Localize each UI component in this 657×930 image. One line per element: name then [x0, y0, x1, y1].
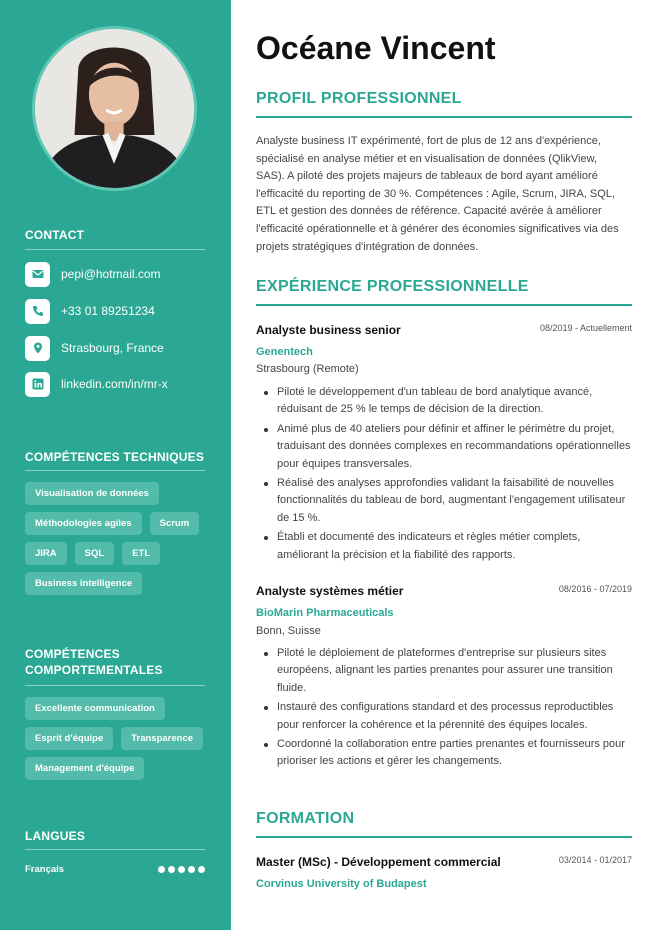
degree-date: 03/2014 - 01/2017 [558, 855, 632, 865]
experience-title: EXPÉRIENCE PROFESSIONNELLE [256, 278, 529, 295]
soft-skills-title [25, 646, 205, 678]
contact-divider [25, 249, 205, 250]
contact-phone[interactable] [25, 298, 155, 324]
job-date: 08/2016 - 07/2019 [558, 584, 632, 594]
soft-skill-chip: Excellente communication [25, 697, 165, 720]
job-location: Bonn, Suisse [256, 625, 321, 637]
contact-location [25, 335, 164, 361]
candidate-name: Océane Vincent [256, 30, 496, 66]
job-title: Analyste systèmes métier [256, 584, 404, 598]
contact-email[interactable] [25, 261, 161, 287]
soft-skill-chip: Esprit d'équipe [25, 727, 113, 750]
list-item: Réalisé des analyses approfondies validant la faisabilité de nouvelles fonctionnalités du tableau de bord, augmentant l'engagement utilisateur de 15 %. [256, 475, 632, 527]
list-item: Animé plus de 40 ateliers pour définir et affiner le périmètre du projet, traduisant des données complexes en recommandations opérationnelles pour équipes transversales. [256, 421, 632, 473]
soft-skill-chip: Transparence [121, 727, 203, 750]
email-icon [25, 262, 50, 287]
list-item: Coordonné la collaboration entre parties prenantes et fournisseurs pour prioriser les actions et gérer les changements. [256, 736, 632, 771]
level-dot [188, 866, 195, 873]
level-dot [198, 866, 205, 873]
degree-title: Master (MSc) - Développement commercial [256, 855, 501, 869]
technical-skills-list [25, 482, 215, 595]
level-dot [158, 866, 165, 873]
education-title: FORMATION [256, 810, 355, 827]
language-row [25, 864, 205, 875]
skill-chip: Business intelligence [25, 572, 142, 595]
technical-skills-divider [25, 470, 205, 471]
contact-linkedin[interactable] [25, 371, 168, 397]
technical-skills-title: COMPÉTENCES TECHNIQUES [25, 450, 205, 464]
phone-icon [25, 299, 50, 324]
skill-chip: SQL [75, 542, 115, 565]
contact-title: CONTACT [25, 228, 85, 242]
job-company: Genentech [256, 346, 313, 358]
phone-text: +33 01 89251234 [61, 304, 155, 318]
list-item: Piloté le déploiement de plateformes d'entreprise sur plusieurs sites européens, alignant les parties prenantes pour assurer une transition fluide. [256, 645, 632, 697]
education-divider [256, 836, 632, 838]
sidebar [0, 0, 231, 930]
soft-skills-title-line1: COMPÉTENCES [25, 647, 120, 661]
soft-skills-divider [25, 685, 205, 686]
linkedin-text: linkedin.com/in/mr-x [61, 377, 168, 391]
list-item: Établi et documenté des indicateurs et règles métier complets, améliorant la précision et la fiabilité des rapports. [256, 529, 632, 564]
location-text: Strasbourg, France [61, 341, 164, 355]
language-level [158, 866, 205, 873]
skill-chip: Visualisation de données [25, 482, 159, 505]
languages-divider [25, 849, 205, 850]
profile-divider [256, 116, 632, 118]
skill-chip: ETL [122, 542, 160, 565]
languages-title: LANGUES [25, 829, 86, 843]
job-bullets [256, 384, 632, 566]
soft-skills-title-line2: COMPORTEMENTALES [25, 663, 163, 677]
job-bullets [256, 645, 632, 773]
linkedin-icon [25, 372, 50, 397]
email-text: pepi@hotmail.com [61, 267, 161, 281]
language-name: Français [25, 864, 65, 875]
job-location: Strasbourg (Remote) [256, 363, 359, 375]
location-icon [25, 336, 50, 361]
experience-divider [256, 304, 632, 306]
job-title: Analyste business senior [256, 323, 401, 337]
skill-chip: JIRA [25, 542, 67, 565]
level-dot [168, 866, 175, 873]
skill-chip: Méthodologies agiles [25, 512, 142, 535]
level-dot [178, 866, 185, 873]
profile-photo [32, 26, 197, 191]
list-item: Piloté le développement d'un tableau de bord analytique avancé, réduisant de 25 % le temps de décision de la direction. [256, 384, 632, 419]
job-company: BioMarin Pharmaceuticals [256, 607, 394, 619]
list-item: Instauré des configurations standard et des processus reproductibles pour renforcer la cohérence et la pérennité des équipes locales. [256, 699, 632, 734]
profile-title: PROFIL PROFESSIONNEL [256, 90, 462, 107]
soft-skills-list [25, 697, 215, 780]
job-date: 08/2019 - Actuellement [539, 323, 632, 333]
portrait-image [35, 29, 194, 188]
profile-text: Analyste business IT expérimenté, fort de plus de 12 ans d'expérience, spécialisé en analyse métier et en visualisation de données (QlikView, SAS). A piloté des projets majeurs de tableaux de bord ayant amélioré l'efficacité du reporting de 30 %. Compétences : Agile, Scrum, JIRA, SQL, ETL et gestion des données de référence. Capacité avérée à améliorer l'efficacité opérationnelle et à générer des économies significatives via des projets stratégiques d'intégration de données. [256, 135, 619, 253]
soft-skill-chip: Management d'équipe [25, 757, 144, 780]
skill-chip: Scrum [150, 512, 200, 535]
school-name: Corvinus University of Budapest [256, 878, 427, 890]
